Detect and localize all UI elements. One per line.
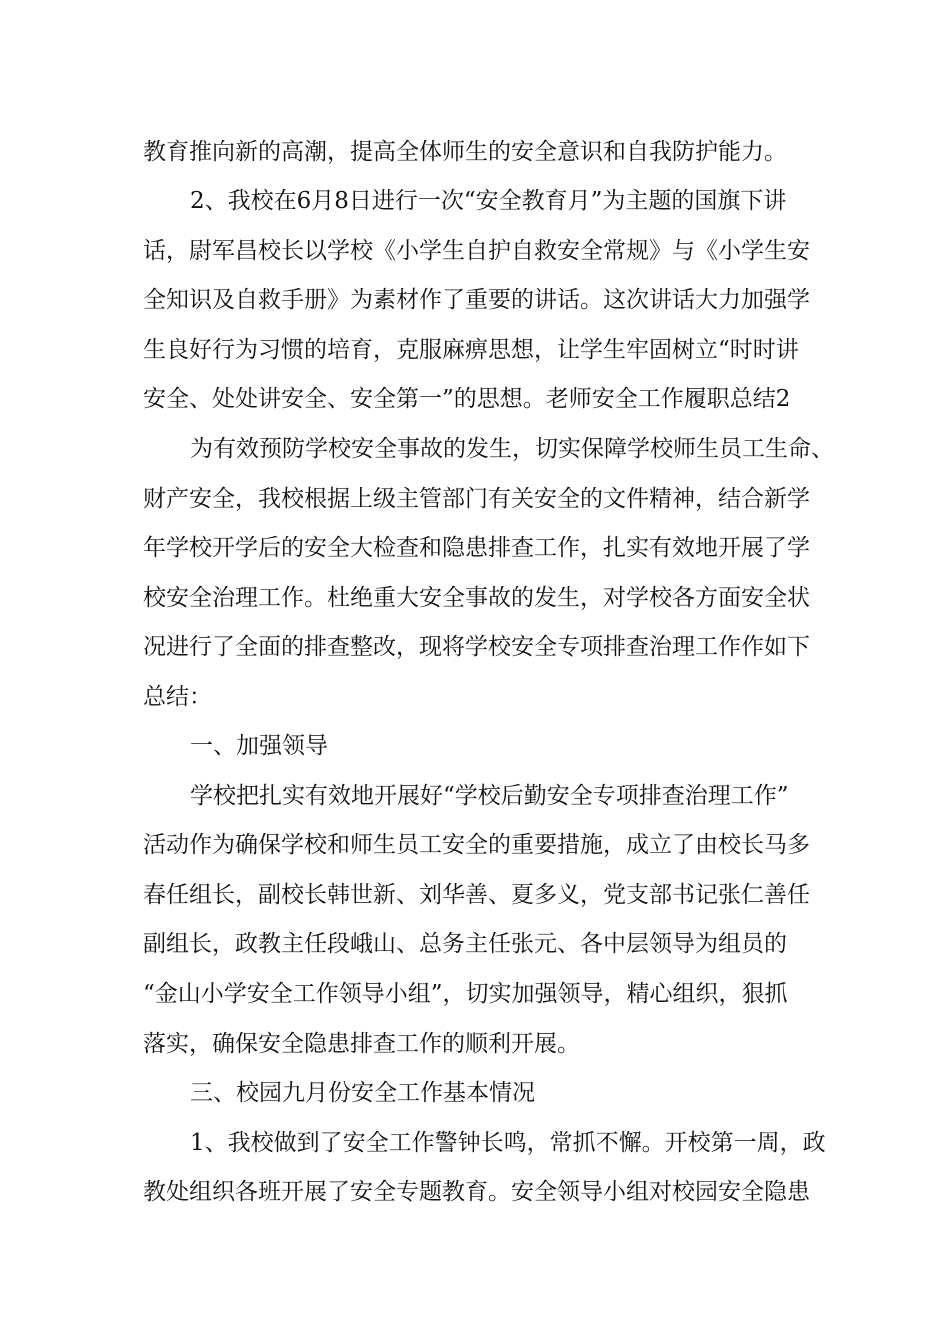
text-line: 为有效预防学校安全事故的发生，切实保障学校师生员工生命、	[190, 436, 834, 462]
text-line: 副组长，政教主任段峨山、总务主任张元、各中层领导为组员的	[143, 931, 787, 957]
text-line: 总结：	[143, 684, 212, 710]
text-line: 2、我校在6月8日进行一次“安全教育月”为主题的国旗下讲	[190, 188, 787, 214]
text-line: 教育推向新的高潮，提高全体师生的安全意识和自我防护能力。	[143, 139, 787, 165]
section-heading: 三、校园九月份安全工作基本情况	[190, 1080, 535, 1106]
text-line: 校安全治理工作。杜绝重大安全事故的发生，对学校各方面安全状	[143, 585, 810, 611]
text-line: 生良好行为习惯的培育，克服麻痹思想，让学生牢固树立“时时讲	[143, 337, 799, 363]
text-line: 教处组织各班开展了安全专题教育。安全领导小组对校园安全隐患	[143, 1179, 810, 1205]
text-line: 学校把扎实有效地开展好“学校后勤安全专项排查治理工作”	[190, 783, 789, 809]
text-line: 话，尉军昌校长以学校《小学生自护自救安全常规》与《小学生安	[143, 238, 810, 264]
text-line: “金山小学安全工作领导小组”，切实加强领导，精心组织，狠抓	[143, 981, 788, 1007]
text-line: 安全、处处讲安全、安全第一”的思想。老师安全工作履职总结2	[143, 386, 791, 412]
text-line: 活动作为确保学校和师生员工安全的重要措施，成立了由校长马多	[143, 832, 810, 858]
text-line: 1、我校做到了安全工作警钟长鸣，常抓不懈。开校第一周，政	[190, 1130, 826, 1156]
text-line: 全知识及自救手册》为素材作了重要的讲话。这次讲话大力加强学	[143, 287, 810, 313]
text-line: 落实，确保安全隐患排查工作的顺利开展。	[143, 1031, 580, 1057]
text-line: 财产安全，我校根据上级主管部门有关安全的文件精神，结合新学	[143, 486, 810, 512]
text-line: 况进行了全面的排查整改，现将学校安全专项排查治理工作作如下	[143, 634, 810, 660]
section-heading: 一、加强领导	[190, 733, 328, 759]
text-line: 年学校开学后的安全大检查和隐患排查工作，扎实有效地开展了学	[143, 535, 810, 561]
text-line: 春任组长，副校长韩世新、刘华善、夏多义，党支部书记张仁善任	[143, 882, 810, 908]
